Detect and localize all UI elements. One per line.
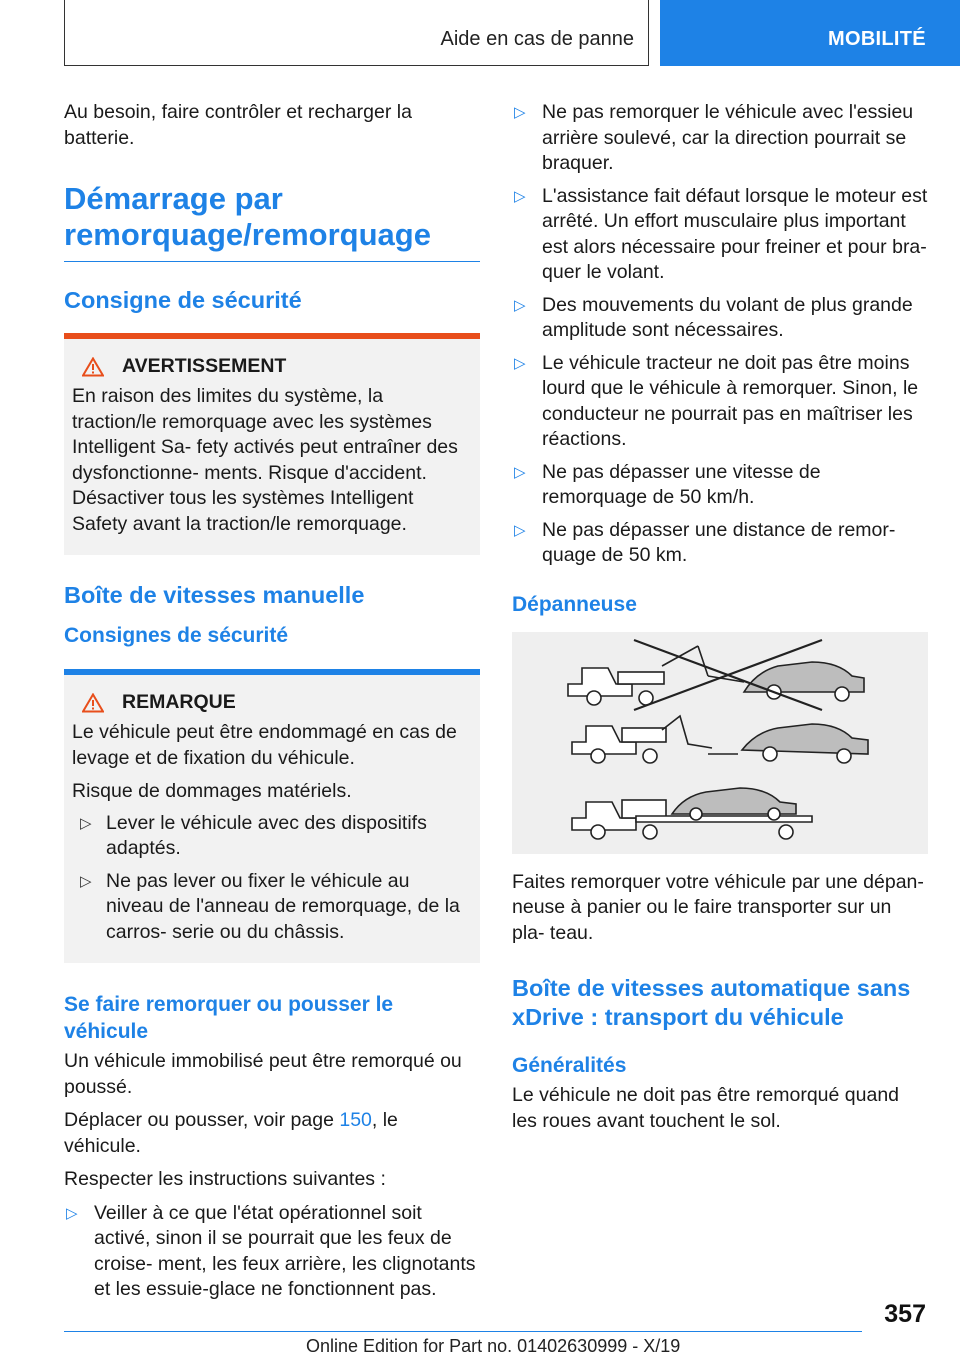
list-item: ▷ Le véhicule tracteur ne doit pas être moins lourd que le véhicule à remorquer. Sinon, le conducteur ne pourrait pas en maîtriser les réactions. [514,351,919,450]
notice-title: REMARQUE [122,691,236,713]
triangle-bullet-icon: ▷ [514,463,526,481]
page-link-150[interactable]: 150 [339,1109,372,1131]
list-item: ▷ Ne pas lever ou fixer le véhicule au niveau de l'anneau de remorquage, de la carros- serie ou du châssis. [80,869,460,943]
triangle-bullet-icon: ▷ [514,354,526,372]
heading-general: Généralités [512,1054,627,1077]
footer-edition: Online Edition for Part no. 01402630999 - X/19 [306,1336,681,1356]
heading-manual-gearbox: Boîte de vitesses manuelle [64,582,365,608]
general-text: Le véhicule ne doit pas être remorqué quand les roues avant touchent le sol. [512,1084,900,1132]
tow-truck-caption: Faites remorquer votre véhicule par une dépan- neuse à panier ou le faire transporter sur un pla- teau. [512,870,924,944]
footer-divider [64,1331,862,1332]
paragraph-immobilised: Un véhicule immobilisé peut être remorqué ou poussé. [64,1050,462,1098]
paragraph-move-push: Déplacer ou pousser, voir page 150, le véhicule. [64,1109,398,1157]
heading-towing: Démarrage par remorquage/remorquage [64,181,480,262]
triangle-bullet-icon: ▷ [514,187,526,205]
warning-triangle-icon [82,357,104,377]
heading-safety-notice: Consigne de sécurité [64,287,302,313]
paragraph-instructions: Respecter les instructions suivantes : [64,1168,386,1190]
notice-box [64,669,480,963]
tow-truck-illustration [512,632,928,854]
heading-tow-truck: Dépanneuse [512,592,637,616]
warning-text: En raison des limites du système, la traction/le remorquage avec les systèmes Intelligent Sa- fety activés peut entraîner des dysfonctionne- ments. Risque d'accident. Désactiver tous les systèmes Intelligent Safety avant la traction/le remorquage. [72,385,458,535]
header-section-box [64,0,649,66]
notice-text-2: Risque de dommages matériels. [72,780,352,802]
list-item: ▷ Ne pas remorquer le véhicule avec l'essieu arrière soulevé, car la direction pourrait se braquer. [514,101,914,174]
triangle-bullet-icon: ▷ [514,296,526,314]
tow-methods-drawing [512,632,928,854]
list-item: ▷ Ne pas dépasser une distance de remor- quage de 50 km. [514,518,896,566]
list-item: ▷ Lever le véhicule avec des dispositifs adaptés. [80,811,427,859]
triangle-bullet-icon: ▷ [80,872,92,890]
warning-box [64,333,480,555]
right-column [512,100,928,1142]
triangle-bullet-icon: ▷ [514,104,526,121]
header-chapter-tab [660,0,960,66]
header-chapter-title: MOBILITÉ [828,28,926,50]
warning-triangle-icon [82,693,104,713]
list-item: ▷ L'assistance fait défaut lorsque le moteur est arrêté. Un effort musculaire plus important est alors nécessaire pour freiner et pour bra- quer le volant. [514,184,928,283]
heading-safety-notices: Consignes de sécurité [64,624,289,647]
page-header [0,0,960,66]
triangle-bullet-icon: ▷ [80,814,92,832]
list-item: ▷ Ne pas dépasser une vitesse de remorquage de 50 km/h. [514,460,821,508]
triangle-bullet-icon: ▷ [514,521,526,539]
list-item: ▷ Des mouvements du volant de plus grande amplitude sont nécessaires. [514,293,913,341]
intro-text: Au besoin, faire contrôler et recharger la batterie. [64,101,412,149]
triangle-bullet-icon: ▷ [66,1204,78,1222]
left-column [64,100,480,1310]
warning-title: AVERTISSEMENT [122,355,287,377]
heading-automatic-gearbox: Boîte de vitesses automatique sans xDrive : transport du véhicule [512,975,911,1030]
page-number: 357 [884,1300,926,1328]
heading-be-towed: Se faire remorquer ou pousser le véhicule [64,993,394,1043]
notice-text-1: Le véhicule peut être endommagé en cas de levage et de fixation du véhicule. [72,721,457,769]
list-item: ▷ Veiller à ce que l'état opérationnel soit activé, sinon il se pourrait que les feux de croise- ment, les feux arrière, les clignotants et les essuie-glace ne fonctionnent pas. [66,1201,476,1300]
header-section-title: Aide en cas de panne [440,28,634,50]
